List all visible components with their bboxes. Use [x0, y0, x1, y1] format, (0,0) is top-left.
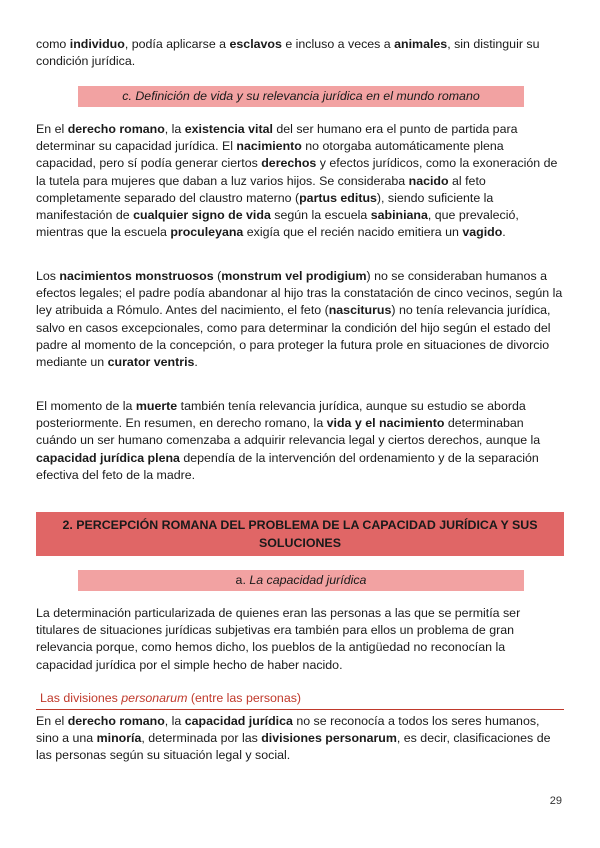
text-run: ) no tenía relevancia jurídica, salvo en casos excepcionales, como para determinar la condición del hijo según el estado del padre al momento de la concepción, o para proteger la futura prole en situaciones de divorcio mediante un: [36, 303, 551, 370]
bold-term: individuo: [69, 37, 125, 51]
bold-term: sabiniana: [370, 208, 428, 223]
bold-term: esclavos: [229, 37, 282, 51]
text-run: también tenía relevancia jurídica, aunque su estudio se aborda posteriormente. En resumen, en derecho romano, la: [36, 399, 526, 431]
bold-term: cualquier signo de vida: [133, 208, 271, 223]
bold-term: derechos: [261, 156, 317, 171]
bold-term: nacido: [408, 173, 449, 188]
text-run: .: [502, 225, 506, 240]
text-run: ) no se consideraban humanos a efectos legales; el padre podía abandonar al hijo tras la constatación de cinco vecinos, según la ley atribuida a Rómulo. Antes del nacimiento, el feto (: [36, 269, 563, 318]
text-run: como: [36, 37, 70, 51]
paragraph-monstruosos: [36, 268, 564, 371]
paragraph-intro: [36, 36, 564, 70]
heading-a-title: La capacidad jurídica: [249, 573, 367, 587]
text-run: , que prevaleció, mientras que la escuela: [36, 208, 519, 240]
text-run: (: [213, 269, 222, 283]
text-run: no se reconocía a todos los seres humanos, sino a una: [36, 714, 540, 746]
text-run: , podía aplicarse a: [124, 37, 230, 51]
text-run: , la: [164, 714, 185, 728]
bold-term: muerte: [135, 399, 178, 413]
subheading-divisiones: [36, 690, 564, 710]
text-run: al feto completamente separado del claustro materno (: [36, 173, 486, 205]
heading-c-title: Definición de vida y su relevancia jurídica en el mundo romano: [135, 89, 480, 103]
heading-a-prefix: a.: [235, 573, 250, 587]
bold-term: partus editus: [299, 190, 377, 205]
text-run: El momento de la: [36, 399, 136, 413]
bold-term: nacimiento: [236, 139, 302, 154]
bold-term: nasciturus: [328, 303, 392, 318]
text-run: La determinación particularizada de quienes eran las personas a las que se permitía ser titulares de situaciones jurídicas subjetivas era también para ellos un problema de gran relevancia porque, como hemos dicho, los pueblos de la antigüedad no reconocían la capacidad jurídica por el simple hecho de haber nacido.: [36, 606, 521, 672]
bold-term: monstrum vel prodigium: [221, 269, 367, 283]
text-run: dependía de la intervención del ordenamiento y de la separación efectiva del feto de la madre.: [36, 450, 539, 482]
paragraph-muerte: [36, 398, 564, 484]
text-run: del ser humano era el punto de partida para determinar su capacidad jurídica. El: [36, 122, 518, 154]
text-run: e incluso a veces a: [281, 37, 395, 51]
subheading-italic: personarum: [121, 691, 188, 705]
text-run: , es decir, clasificaciones de las personas según su situación legal y social.: [36, 731, 551, 763]
text-run: En el: [36, 122, 68, 136]
chapter-heading-2: 2. PERCEPCIÓN ROMANA DEL PROBLEMA DE LA CAPACIDAD JURÍDICA Y SUS SOLUCIONES: [36, 512, 564, 556]
bold-term: nacimientos monstruosos: [59, 269, 214, 283]
bold-term: derecho romano: [67, 122, 165, 136]
subheading-before: Las divisiones: [40, 691, 122, 705]
bold-term: vida y el nacimiento: [326, 416, 445, 431]
text-run: , sin distinguir su condición jurídica.: [36, 37, 540, 69]
text-run: .: [194, 355, 198, 370]
text-run: ), siendo suficiente la manifestación de: [36, 190, 494, 223]
bold-term: capacidad jurídica plena: [36, 450, 180, 465]
bold-term: existencia vital: [184, 122, 273, 136]
bold-term: minoría: [96, 731, 142, 746]
text-run: , la: [164, 122, 185, 136]
subheading-after: (entre las personas): [187, 691, 302, 705]
text-run: y efectos jurídicos, como la exoneración de la tutela para mujeres que daban a luz varios hijos. Se consideraba: [36, 156, 558, 188]
text-run: determinaban cuándo un ser humano comenzaba a adquirir relevancia legal y ciertos derechos, aunque la: [36, 416, 541, 448]
bold-term: proculeyana: [170, 225, 244, 240]
text-run: exigía que el recién nacido emitiera un: [243, 225, 463, 240]
text-run: , determinada por las: [141, 731, 262, 746]
bold-term: capacidad jurídica: [184, 714, 293, 728]
text-run: según la escuela: [270, 208, 371, 223]
text-run: Los: [36, 269, 60, 283]
section-heading-c: [78, 86, 524, 107]
text-run: En el: [36, 714, 68, 728]
paragraph-divisiones: [36, 713, 564, 765]
bold-term: curator ventris: [107, 355, 195, 370]
section-heading-a: [78, 570, 524, 591]
page-number: 29: [549, 795, 562, 807]
bold-term: divisiones personarum: [261, 731, 397, 746]
heading-c-prefix: c.: [122, 89, 136, 103]
paragraph-vida: [36, 121, 564, 241]
paragraph-capacidad: [36, 605, 564, 674]
bold-term: vagido: [462, 225, 503, 240]
bold-term: derecho romano: [67, 714, 165, 728]
bold-term: animales: [394, 37, 448, 51]
text-run: no otorgaba automáticamente plena capacidad, pero sí podía generar ciertos: [36, 139, 504, 171]
